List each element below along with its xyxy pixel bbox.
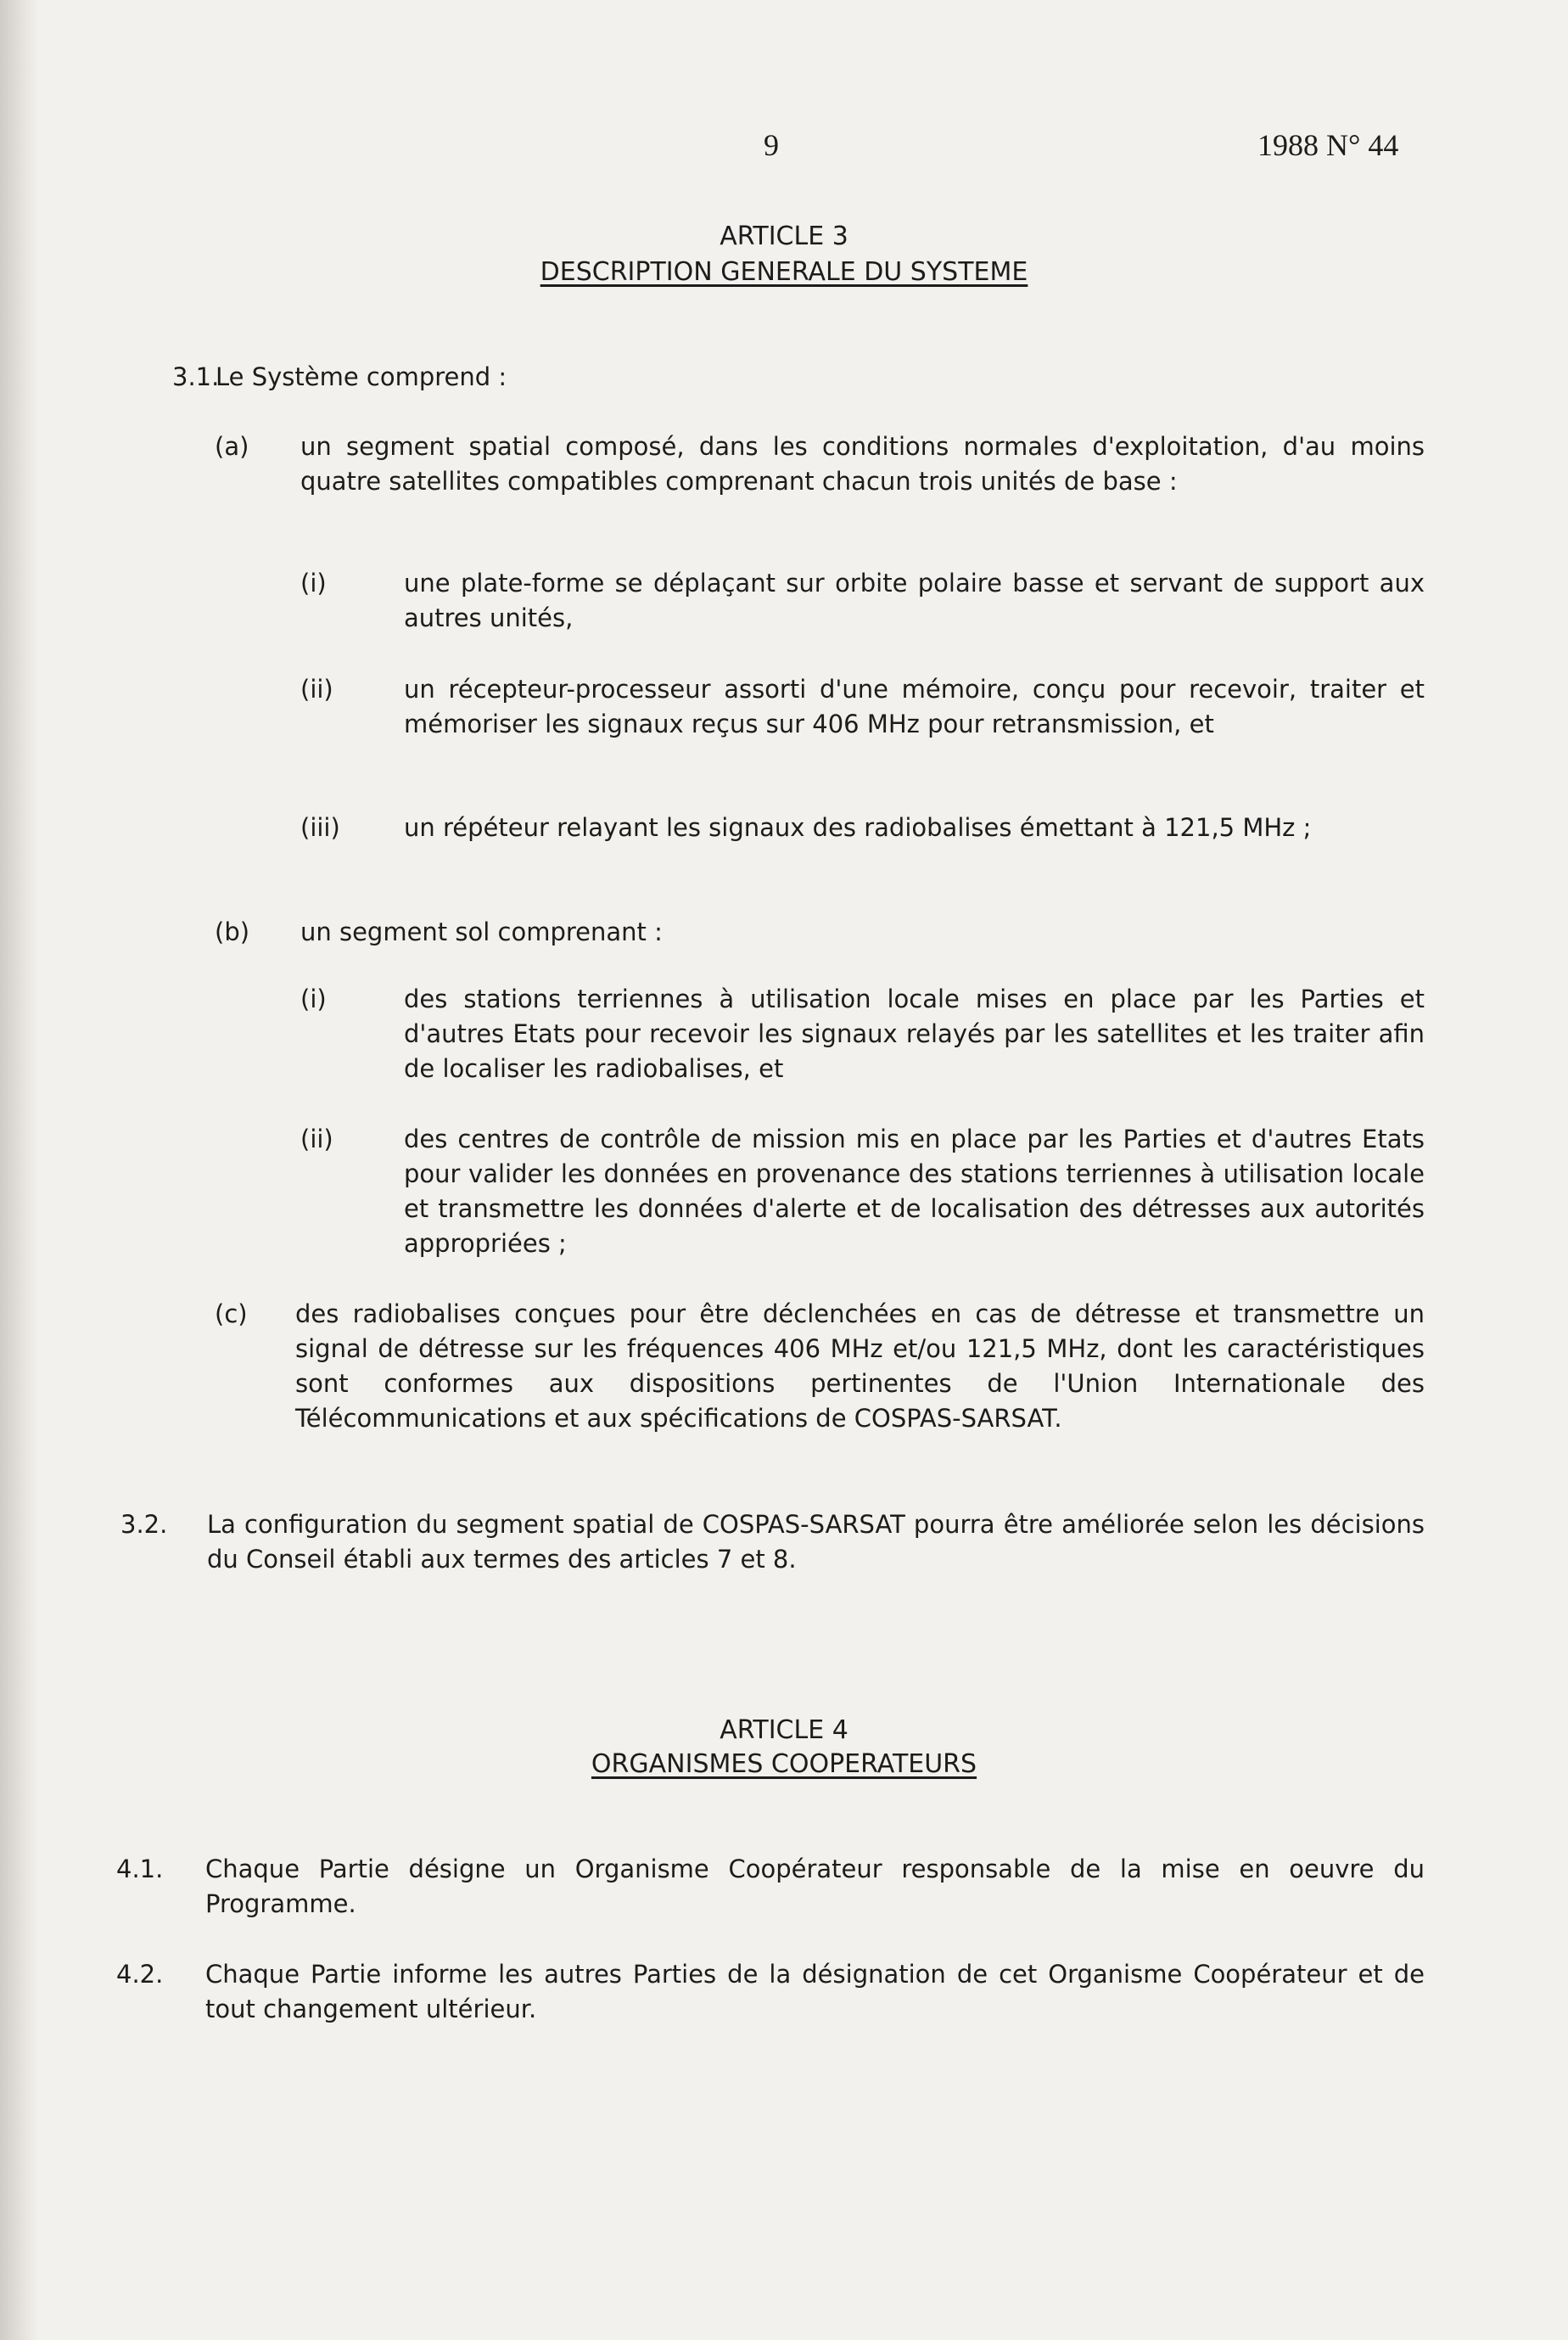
item-a-ii-label: (ii)	[300, 675, 333, 704]
item-b-label: (b)	[215, 917, 250, 946]
article-3-subtitle: DESCRIPTION GENERALE DU SYSTEME	[540, 257, 1028, 287]
item-a-ii-text: un récepteur-processeur assorti d'une mémoire, conçu pour recevoir, traiter et mémoriser les signaux reçus sur 406 MHz pour retransmission, et	[404, 675, 1425, 738]
section-3-2-number: 3.2.	[120, 1510, 168, 1539]
article-3-title: ARTICLE 3	[720, 222, 848, 251]
section-3-2-text: La configuration du segment spatial de COSPAS-SARSAT pourra être améliorée selon les décisions du Conseil établi aux termes des articles 7 et 8.	[207, 1510, 1425, 1574]
item-a-text: un segment spatial composé, dans les conditions normales d'exploitation, d'au moins quatre satellites compatibles comprenant chacun trois unités de base :	[300, 432, 1425, 496]
item-a-label: (a)	[215, 432, 249, 461]
item-c-label: (c)	[215, 1299, 248, 1328]
section-3-1-text: Le Système comprend :	[216, 362, 507, 391]
page-spine-shadow	[0, 0, 39, 2340]
gazette-reference: 1988 N° 44	[1257, 128, 1399, 162]
item-c-text: des radiobalises conçues pour être déclenchées en cas de détresse et transmettre un signal de détresse sur les fréquences 406 MHz et/ou 121,5 MHz, dont les caractéristiques sont conformes aux dispositions pertinentes de l'Union Internationale des Télécommunications et aux spécifications de COSPAS-SARSAT.	[295, 1299, 1425, 1433]
item-b-text: un segment sol comprenant :	[300, 917, 663, 946]
article-4-title: ARTICLE 4	[720, 1715, 848, 1745]
item-a-i-label: (i)	[300, 569, 327, 598]
section-3-1-number: 3.1.	[172, 362, 220, 391]
item-b-ii-label: (ii)	[300, 1125, 333, 1153]
page-number: 9	[764, 128, 779, 162]
item-a-i-text: une plate-forme se déplaçant sur orbite polaire basse et servant de support aux autres unités,	[404, 569, 1425, 632]
item-b-ii-text: des centres de contrôle de mission mis en place par les Parties et d'autres Etats pour valider les données en provenance des stations terriennes à utilisation locale et transmettre les données d'alerte et de localisation des détresses aux autorités appropriées ;	[404, 1125, 1425, 1258]
section-4-2-text: Chaque Partie informe les autres Parties de la désignation de cet Organisme Coopérateur et de tout changement ultérieur.	[205, 1960, 1425, 2023]
item-a-iii-text: un répéteur relayant les signaux des radiobalises émettant à 121,5 MHz ;	[404, 813, 1312, 842]
section-4-1-number: 4.1.	[116, 1855, 164, 1883]
item-a-iii-label: (iii)	[300, 813, 340, 842]
section-4-1-text: Chaque Partie désigne un Organisme Coopérateur responsable de la mise en oeuvre du Programme.	[205, 1855, 1425, 1918]
section-4-2-number: 4.2.	[116, 1960, 164, 1989]
article-4-subtitle: ORGANISMES COOPERATEURS	[591, 1749, 977, 1779]
item-b-i-label: (i)	[300, 985, 327, 1013]
item-b-i-text: des stations terriennes à utilisation locale mises en place par les Parties et d'autres Etats pour recevoir les signaux relayés par les satellites et les traiter afin de localiser les radiobalises, et	[404, 985, 1425, 1083]
